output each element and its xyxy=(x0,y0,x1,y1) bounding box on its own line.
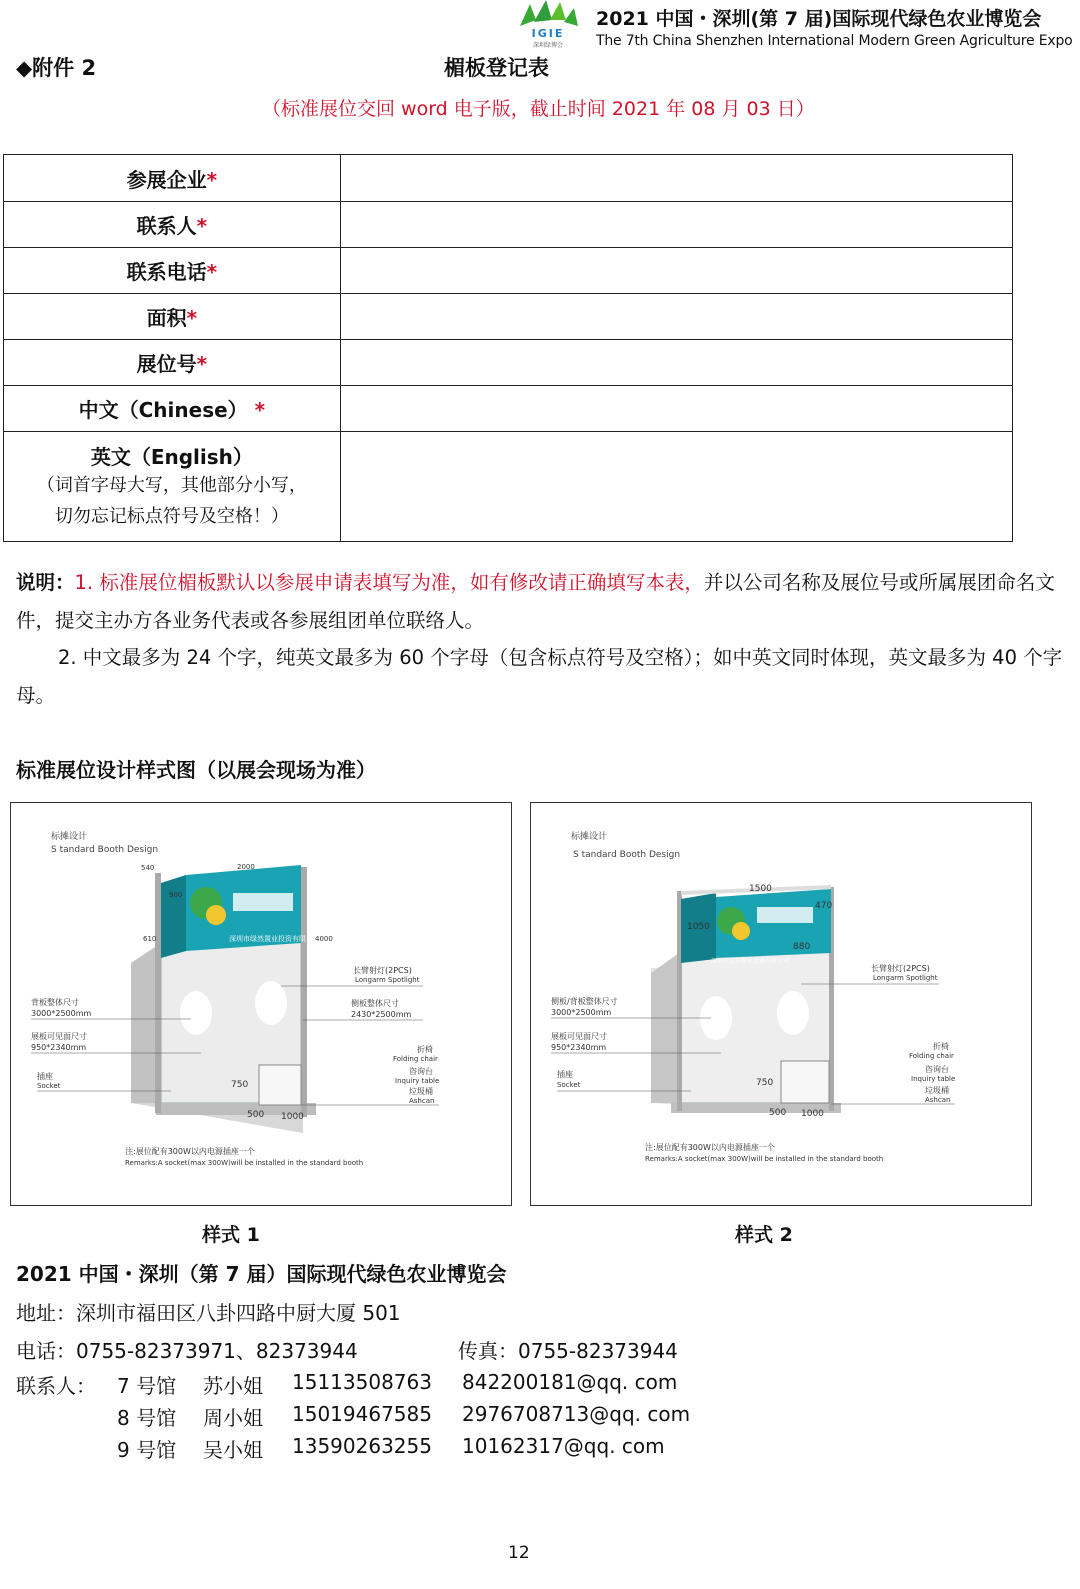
svg-text:1000: 1000 xyxy=(281,1112,304,1122)
instructions xyxy=(16,564,1066,714)
footer-tel: 电话：0755-82373971、82373944 xyxy=(16,1339,358,1363)
svg-text:标摊设计: 标摊设计 xyxy=(51,832,88,842)
company-field[interactable] xyxy=(340,155,1012,202)
svg-text:展板可见面尺寸: 展板可见面尺寸 xyxy=(551,1032,607,1041)
svg-text:折椅: 折椅 xyxy=(933,1042,949,1051)
table-row xyxy=(4,202,1013,248)
contact-email[interactable]: 842200181@qq. com xyxy=(462,1370,678,1394)
svg-text:长臂射灯(2PCS): 长臂射灯(2PCS) xyxy=(353,966,412,975)
svg-text:Ashcan: Ashcan xyxy=(409,1097,435,1105)
svg-text:注:展位配有300W以内电源插座一个: 注:展位配有300W以内电源插座一个 xyxy=(645,1143,775,1152)
caption-style-2: 样式 2 xyxy=(735,1224,793,1246)
svg-text:Folding chair: Folding chair xyxy=(909,1052,954,1060)
svg-text:950*2340mm: 950*2340mm xyxy=(551,1043,607,1052)
svg-text:2430*2500mm: 2430*2500mm xyxy=(351,1010,412,1019)
svg-text:S tandard Booth Design: S tandard Booth Design xyxy=(573,850,681,860)
caption-style-1: 样式 1 xyxy=(202,1224,260,1246)
registration-table xyxy=(3,154,1013,542)
table-row xyxy=(4,248,1013,294)
svg-text:展板可见面尺寸: 展板可见面尺寸 xyxy=(31,1032,87,1041)
expo-logo xyxy=(516,0,580,50)
contact-name: 苏小姐 xyxy=(203,1374,263,1398)
svg-text:IGIE: IGIE xyxy=(531,27,565,40)
svg-text:1500: 1500 xyxy=(749,884,772,894)
svg-text:深圳市绿然置业投资有限公司: 深圳市绿然置业投资有限公司 xyxy=(229,935,320,943)
svg-text:610: 610 xyxy=(143,935,157,943)
booth-2-illustration xyxy=(531,803,1031,1205)
footer-expo-title: 2021 中国・深圳（第 7 届）国际现代绿色农业博览会 xyxy=(16,1262,507,1286)
svg-text:Socket: Socket xyxy=(557,1081,581,1089)
svg-text:垃圾桶: 垃圾桶 xyxy=(925,1086,949,1095)
contact-name: 吴小姐 xyxy=(203,1438,263,1462)
table-row xyxy=(4,340,1013,386)
page-number: 12 xyxy=(508,1543,530,1563)
svg-text:3000*2500mm: 3000*2500mm xyxy=(31,1009,92,1018)
note-2: 2. 中文最多为 24 个字，纯英文最多为 60 个字母（包含标点符号及空格）；如中英文同时体现，英文最多为 40 个字母。 xyxy=(16,646,1063,707)
contact-phone: 15113508763 xyxy=(292,1370,432,1394)
svg-text:Inquiry table: Inquiry table xyxy=(911,1075,956,1083)
svg-text:880: 880 xyxy=(793,942,811,952)
svg-text:插座: 插座 xyxy=(37,1072,53,1081)
english-label: 英文（English） xyxy=(90,445,253,469)
note-1: 说明：1. 标准展位楣板默认以参展申请表填写为准，如有修改请正确填写本表，并以公司名称及展位号或所属展团命名文件，提交主办方各业务代表或各参展组团单位联络人。 xyxy=(16,571,1055,632)
row-label xyxy=(4,432,341,542)
svg-text:侧板整体尺寸: 侧板整体尺寸 xyxy=(351,999,399,1008)
svg-text:2000: 2000 xyxy=(237,863,255,871)
booth-design-style-2 xyxy=(530,802,1032,1206)
svg-text:500: 500 xyxy=(247,1110,265,1120)
english-name-field[interactable] xyxy=(340,432,1012,542)
contact-phone: 13590263255 xyxy=(292,1434,432,1458)
chinese-name-field[interactable] xyxy=(340,386,1012,432)
contact-name: 周小姐 xyxy=(203,1406,263,1430)
header-title-cn: 2021 中国・深圳(第 7 届)国际现代绿色农业博览会 xyxy=(596,8,1042,30)
svg-text:3000*2500mm: 3000*2500mm xyxy=(551,1008,612,1017)
design-section-title: 标准展位设计样式图（以展会现场为准） xyxy=(16,758,376,782)
area-field[interactable] xyxy=(340,294,1012,340)
contact-person-field[interactable] xyxy=(340,202,1012,248)
svg-text:插座: 插座 xyxy=(557,1070,573,1079)
svg-text:Socket: Socket xyxy=(37,1082,61,1090)
svg-text:折椅: 折椅 xyxy=(417,1045,433,1054)
svg-text:Inquiry table: Inquiry table xyxy=(395,1077,440,1085)
svg-text:470: 470 xyxy=(815,901,833,911)
svg-text:标摊设计: 标摊设计 xyxy=(571,832,608,842)
svg-text:Ashcan: Ashcan xyxy=(925,1096,951,1104)
form-title: 楣板登记表 xyxy=(444,56,549,80)
svg-text:500: 500 xyxy=(769,1108,787,1118)
footer-address: 地址：深圳市福田区八卦四路中厨大厦 501 xyxy=(16,1301,401,1325)
svg-text:900: 900 xyxy=(169,891,183,899)
row-label: 展位号* xyxy=(4,340,341,386)
contact-phone: 15019467585 xyxy=(292,1402,432,1426)
svg-text:深圳绿博会: 深圳绿博会 xyxy=(532,42,564,49)
svg-text:750: 750 xyxy=(231,1080,249,1090)
table-row xyxy=(4,155,1013,202)
form-subtitle: （标准展位交回 word 电子版，截止时间 2021 年 08 月 03 日） xyxy=(262,98,815,120)
svg-text:Remarks:A socket(max 300W)will: Remarks:A socket(max 300W)will be installed in the standard booth xyxy=(645,1155,884,1163)
english-note: 切勿忘记标点符号及空格！） xyxy=(54,506,289,527)
svg-text:1000: 1000 xyxy=(801,1109,824,1119)
svg-text:咨询台: 咨询台 xyxy=(925,1065,949,1074)
footer-fax: 传真：0755-82373944 xyxy=(458,1339,678,1363)
svg-text:垃圾桶: 垃圾桶 xyxy=(409,1087,433,1096)
contact-hall: 7 号馆 xyxy=(117,1374,177,1398)
contact-email[interactable]: 2976708713@qq. com xyxy=(462,1402,691,1426)
svg-text:750: 750 xyxy=(756,1078,774,1088)
contact-email[interactable]: 10162317@qq. com xyxy=(462,1434,665,1458)
booth-1-illustration xyxy=(11,803,511,1205)
contact-hall: 9 号馆 xyxy=(117,1438,177,1462)
booth-number-field[interactable] xyxy=(340,340,1012,386)
svg-text:Folding chair: Folding chair xyxy=(393,1055,438,1063)
table-row xyxy=(4,294,1013,340)
svg-text:侧板/背板整体尺寸: 侧板/背板整体尺寸 xyxy=(551,997,618,1006)
contact-hall: 8 号馆 xyxy=(117,1406,177,1430)
row-label: 中文（Chinese） * xyxy=(4,386,341,432)
svg-text:950*2340mm: 950*2340mm xyxy=(31,1043,87,1052)
svg-text:1050: 1050 xyxy=(687,922,710,932)
row-label: 参展企业* xyxy=(4,155,341,202)
svg-text:注:展位配有300W以内电源插座一个: 注:展位配有300W以内电源插座一个 xyxy=(125,1147,255,1156)
row-label: 联系人* xyxy=(4,202,341,248)
booth-design-style-1 xyxy=(10,802,512,1206)
row-label: 联系电话* xyxy=(4,248,341,294)
row-label: 面积* xyxy=(4,294,341,340)
svg-text:S tandard Booth Design: S tandard Booth Design xyxy=(51,845,159,855)
phone-field[interactable] xyxy=(340,248,1012,294)
contact-label: 联系人： xyxy=(16,1374,96,1398)
attachment-label: ◆附件 2 xyxy=(16,56,97,80)
svg-text:背板整体尺寸: 背板整体尺寸 xyxy=(31,998,79,1007)
svg-text:4000: 4000 xyxy=(315,935,333,943)
svg-text:长臂射灯(2PCS): 长臂射灯(2PCS) xyxy=(871,964,930,973)
svg-text:Remarks:A socket(max 300W)will: Remarks:A socket(max 300W)will be installed in the standard booth xyxy=(125,1159,364,1167)
logo-icon xyxy=(516,0,580,50)
svg-text:540: 540 xyxy=(141,864,155,872)
svg-text:咨询台: 咨询台 xyxy=(409,1067,433,1076)
table-row xyxy=(4,386,1013,432)
table-row xyxy=(4,432,1013,542)
svg-text:Longarm Spotlight: Longarm Spotlight xyxy=(355,976,420,984)
svg-text:Longarm Spotlight: Longarm Spotlight xyxy=(873,974,938,982)
english-note: （词首字母大写，其他部分小写， xyxy=(36,475,307,496)
header-title-en: The 7th China Shenzhen International Modern Green Agriculture Expo xyxy=(596,33,1073,49)
svg-text:深圳市绿然置业投资有限公司: 深圳市绿然置业投资有限公司 xyxy=(711,958,790,965)
